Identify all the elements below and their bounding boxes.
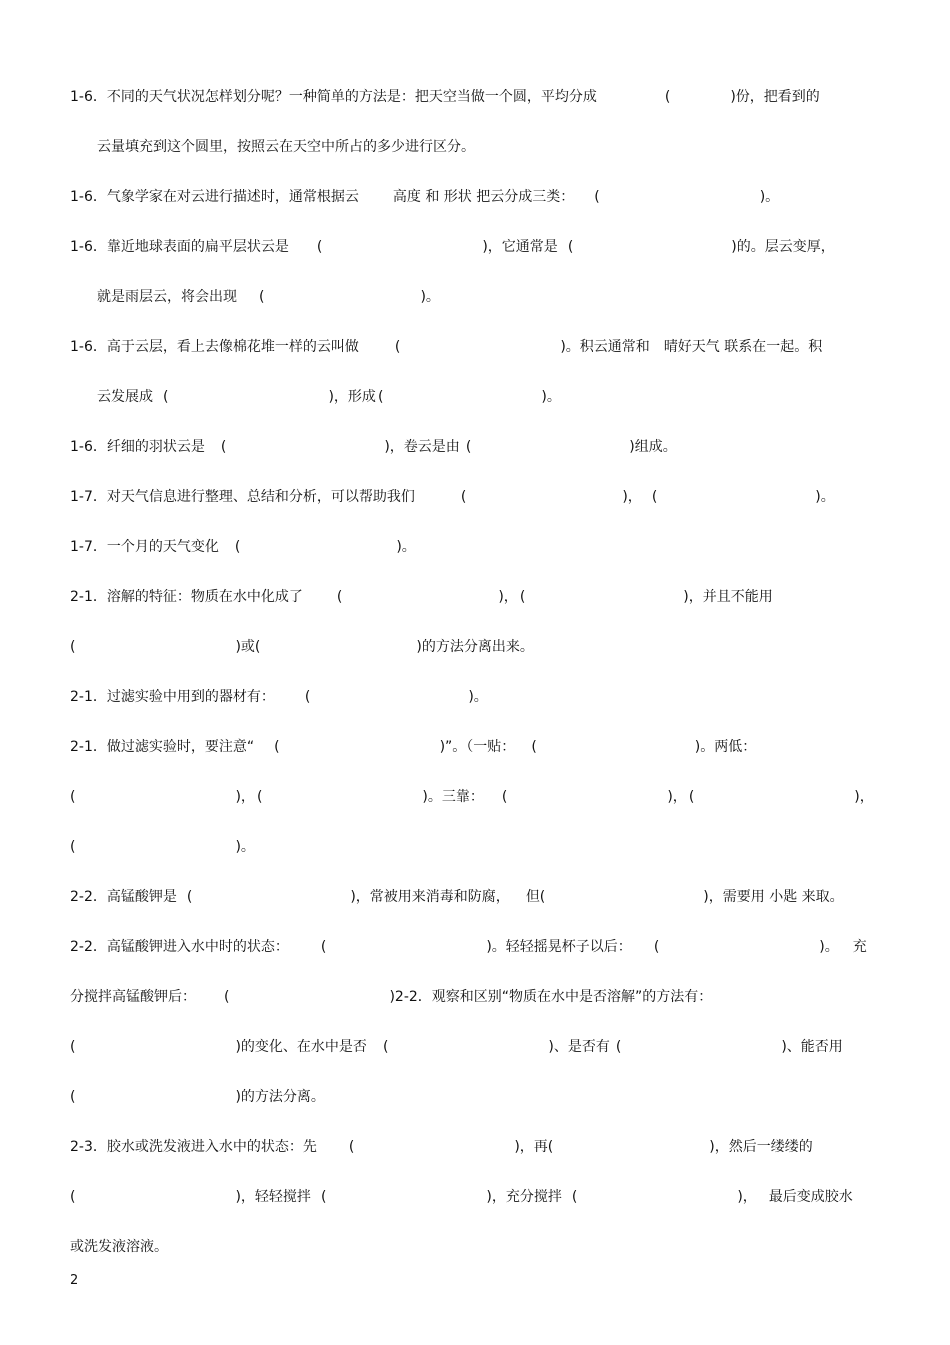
text-line: 2-1．做过滤实验时，要注意“ ( )”。（一贴： ( )。两低：: [70, 739, 757, 755]
page-number: 2: [70, 1273, 79, 1288]
text-line: ( )的变化、在水中是否 ( )、是否有 ( )、能否用: [70, 1039, 843, 1055]
text-line: ( )， ( )。三靠： ( )， ( )，: [70, 789, 874, 805]
text-line: 2-2．高锰酸钾进入水中时的状态： ( )。轻轻摇晃杯子以后： ( )。 充: [70, 939, 867, 955]
text-line: ( )。: [70, 839, 255, 855]
text-line: 2-3．胶水或洗发液进入水中的状态：先 ( )，再( )，然后一缕缕的: [70, 1139, 813, 1155]
text-line: 或洗发液溶液。: [70, 1239, 168, 1255]
text-line: 1-7．对天气信息进行整理、总结和分析，可以帮助我们 ( )， ( )。: [70, 489, 835, 505]
text-line: 云发展成 ( )，形成 ( )。: [97, 389, 561, 405]
text-line: 1-6．不同的天气状况怎样划分呢？一种简单的方法是：把天空当做一个圆，平均分成 ( )份，把看到的: [70, 89, 820, 105]
text-line: 2-1．溶解的特征：物质在水中化成了 ( )， ( )，并且不能用: [70, 589, 773, 605]
text-line: 1-6．靠近地球表面的扁平层状云是 ( )，它通常是 ( )的。层云变厚，: [70, 239, 835, 255]
text-line: 云量填充到这个圆里，按照云在天空中所占的多少进行区分。: [97, 139, 475, 155]
text-line: 1-6．纤细的羽状云是 ( )，卷云是由 ( )组成。: [70, 439, 677, 455]
text-line: 1-7．一个月的天气变化 ( )。: [70, 539, 416, 555]
text-line: 就是雨层云，将会出现 ( )。: [97, 289, 440, 305]
text-line: 2-1．过滤实验中用到的器材有： ( )。: [70, 689, 488, 705]
text-line: 1-6．气象学家在对云进行描述时，通常根据云 高度 和 形状 把云分成三类： ( )。: [70, 189, 780, 205]
text-line: 2-2．高锰酸钾是 ( )，常被用来消毒和防腐， 但( )，需要用 小匙 来取。: [70, 889, 844, 905]
text-line: ( )的方法分离。: [70, 1089, 325, 1105]
text-line: 1-6．高于云层，看上去像棉花堆一样的云叫做 ( )。积云通常和 晴好天气 联系在一起。积: [70, 339, 823, 355]
text-line: ( )，轻轻搅拌 ( )，充分搅拌 ( )， 最后变成胶水: [70, 1189, 853, 1205]
text-line: 分搅拌高锰酸钾后： ( )2-2．观察和区别“物质在水中是否溶解”的方法有：: [70, 989, 713, 1005]
text-line: ( )或( )的方法分离出来。: [70, 639, 534, 655]
